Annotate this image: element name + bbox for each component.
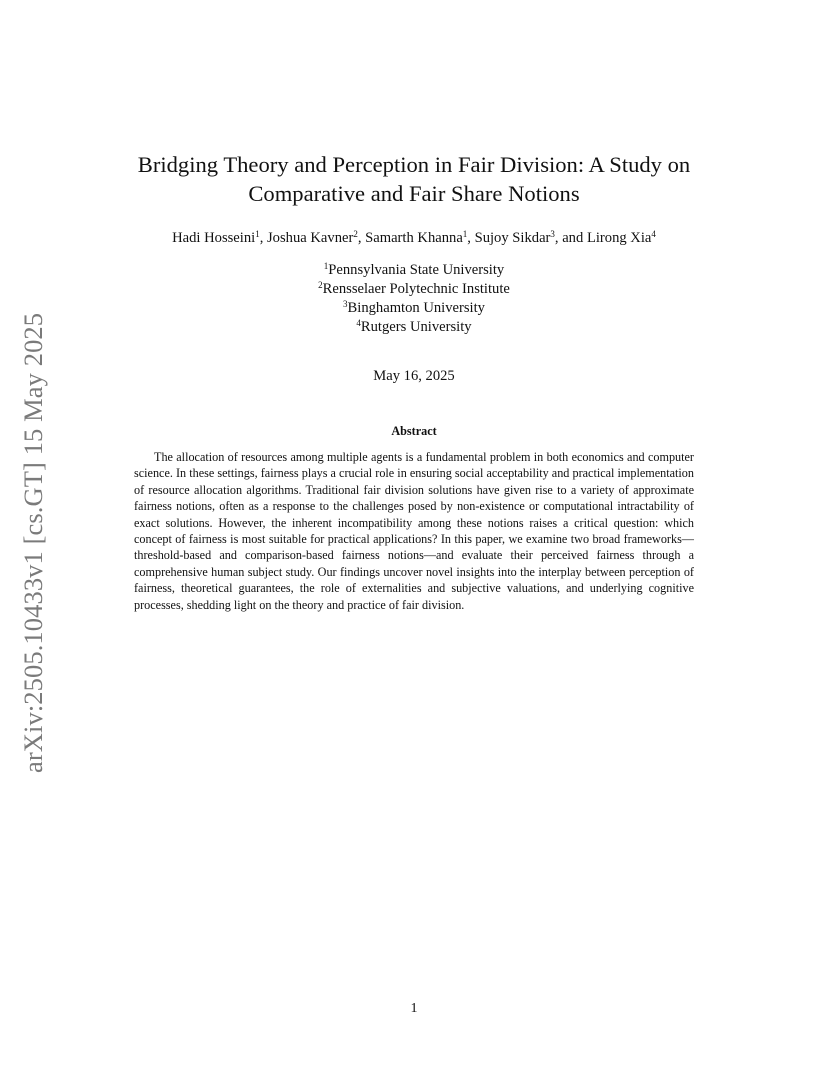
abstract-body: The allocation of resources among multiple agents is a fundamental problem in both economics and computer science. In these settings, fairness plays a crucial role in ensuring social acceptability and practical implementation of resource allocation algorithms. Traditional fair division solutions have given rise to a variety of approximate fairness notions, often as a response to the challenges posed by non-existence or computational intractability of exact solutions. However, the inherent incompatibility among these notions raises a critical question: which concept of fairness is most suitable for practical applications? In this paper, we examine two broad frameworks—threshold-based and comparison-based fairness notions—and evaluate their perceived fairness through a comprehensive human subject study. Our findings uncover novel insights into the interplay between perception of fairness, theoretical guarantees, the role of externalities and subjective valuations, and underlying cognitive processes, shedding light on the theory and practice of fair division.: [134, 450, 694, 612]
affiliation-number: 2: [318, 280, 323, 290]
author: [475, 230, 555, 246]
affiliation-item: [80, 280, 748, 299]
abstract-heading: Abstract: [391, 424, 437, 438]
author-affiliation-mark: 2: [353, 229, 358, 239]
author: [365, 230, 467, 246]
author: [267, 230, 358, 246]
author-list: [80, 229, 748, 247]
paper-title: [80, 150, 748, 208]
author-separator: ,: [259, 230, 267, 246]
affiliation-name: Pennsylvania State University: [328, 262, 505, 278]
author-name: Lirong Xia: [586, 230, 652, 246]
affiliation-name: Rutgers University: [360, 319, 472, 335]
publication-date: May 16, 2025: [373, 368, 455, 384]
affiliation-number: 3: [343, 299, 348, 309]
arxiv-identifier-stamp: arXiv:2505.10433v1 [cs.GT] 15 May 2025: [18, 312, 48, 773]
author-affiliation-mark: 4: [651, 229, 656, 239]
author: [587, 230, 656, 246]
author-name: Joshua Kavner: [267, 230, 354, 246]
author: [172, 230, 260, 246]
author-affiliation-mark: 1: [462, 229, 468, 239]
page-number: 1: [410, 1001, 418, 1016]
affiliation-item: [80, 261, 748, 280]
author-name: Hadi Hosseini: [172, 230, 256, 246]
affiliation-number: 4: [356, 318, 361, 328]
affiliation-number: 1: [323, 261, 329, 271]
author-separator: ,: [467, 230, 475, 246]
affiliation-list: [80, 261, 748, 337]
title-line-1: Bridging Theory and Perception in Fair Division: A Study on: [137, 152, 691, 177]
author-separator: ,: [357, 230, 366, 246]
author-affiliation-mark: 3: [550, 229, 555, 239]
author-separator: , and: [554, 230, 587, 246]
author-name: Samarth Khanna: [365, 230, 463, 246]
affiliation-name: Binghamton University: [347, 300, 485, 316]
affiliation-item: [80, 299, 748, 318]
author-name: Sujoy Sikdar: [474, 230, 551, 246]
affiliation-item: [80, 318, 748, 337]
affiliation-name: Rensselaer Polytechnic Institute: [322, 281, 510, 297]
title-line-2: Comparative and Fair Share Notions: [248, 181, 580, 206]
author-affiliation-mark: 1: [255, 229, 260, 239]
